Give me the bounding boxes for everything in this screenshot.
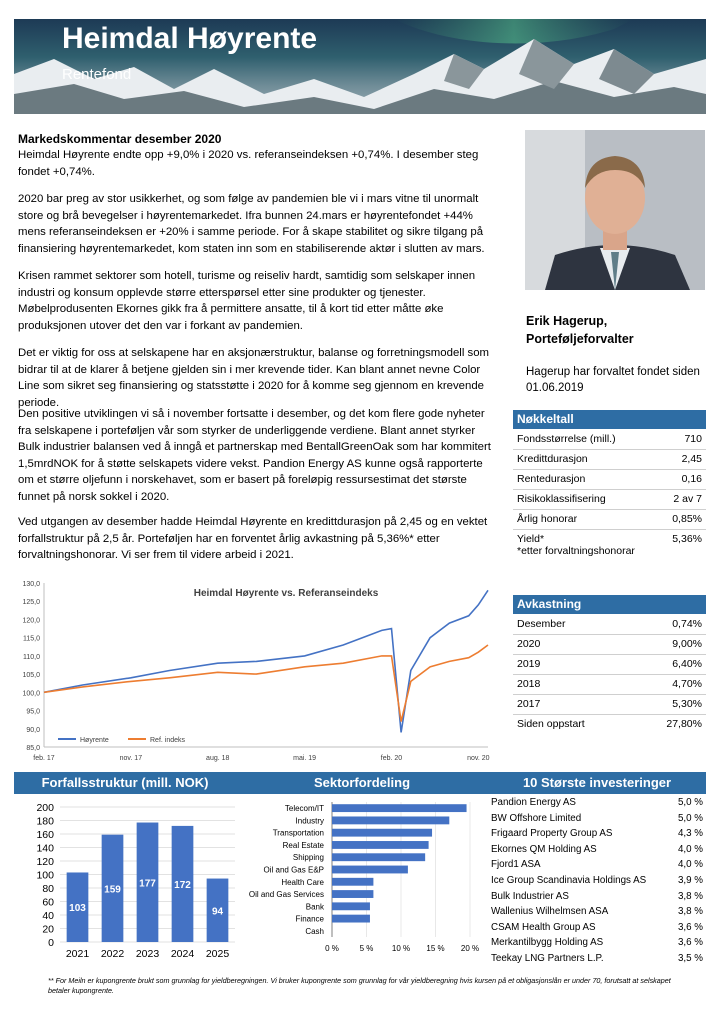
sector-bar [332, 915, 370, 923]
return-value: 27,80% [666, 718, 702, 730]
sector-header: Sektorfordeling [236, 772, 488, 794]
key-figure-label: Årlig honorar [517, 513, 578, 525]
x-tick-label: 20 % [460, 944, 480, 953]
holding-name: Pandion Energy AS [491, 797, 576, 808]
sector-bar [332, 816, 449, 824]
holding-name: BW Offshore Limited [491, 812, 582, 824]
holding-name: CSAM Health Group AS [491, 921, 596, 933]
commentary-paragraph: Den positive utviklingen vi så i november fortsatte i desember, og det kom flere gode nyheter fra selskapene i porteføljen vår som styrker de underliggende verdiene. Blant annet styrker Bulk industrier balansen ved å inngå et partnerskap med BentallGreenOak som har kommitert 1,5mrdNOK for å støtte selskapets videre vekst. Pandion Energy AS kunne også rapporterte om et større oljefunn i norskehavet, som er basert på foreløpig ressursestimat det største funnet på norsk sokkel i 2020. [18, 408, 491, 503]
holding-row [489, 873, 706, 889]
x-tick-label: 2024 [170, 948, 195, 960]
return-value: 9,00% [672, 638, 702, 650]
holding-name: Ekornes QM Holding AS [491, 843, 597, 855]
key-figure-row [513, 469, 706, 490]
key-figure-value: 0,85% [672, 513, 702, 525]
holding-weight: 3,5 % [677, 953, 703, 964]
holding-row [489, 904, 706, 920]
key-figure-label: Kredittdurasjon [517, 453, 588, 465]
sector-bar [332, 890, 373, 898]
x-tick-label: mai. 19 [293, 755, 317, 762]
x-tick-label: 2023 [135, 948, 160, 960]
return-label: 2018 [517, 678, 541, 690]
key-figure-value: 5,36% [672, 533, 702, 545]
commentary-paragraph: Krisen rammet sektorer som hotell, turisme og reiseliv hardt, samtidig som selskaper innen industri og konsum opplevde større etterspørsel etter sine produkter og tjenester. Møbelprodusenten Ekornes gikk fra å permittere ansatte, til å kort tid etter måtte øke produksjonen utover det den var i forkant av pandemien. [18, 270, 476, 332]
x-tick-label: 15 % [426, 944, 445, 953]
manager-role: Porteføljeforvalter [526, 332, 634, 346]
sector-label: Oil and Gas Services [248, 890, 324, 900]
manager-name: Erik Hagerup, [526, 314, 608, 328]
sector-label: Shipping [292, 853, 324, 863]
sector-bar [332, 878, 373, 886]
return-label: 2019 [517, 658, 541, 670]
commentary-heading: Markedskommentar desember 2020 [18, 132, 222, 146]
performance-chart-svg [14, 575, 496, 770]
returns-title: Avkastning [513, 595, 706, 614]
holding-weight: 4,0 % [677, 843, 703, 855]
return-row [513, 654, 706, 675]
yield-footnote: *etter forvaltningshonorar [517, 545, 635, 557]
maturity-bar-chart [30, 797, 240, 967]
bar-value-label: 94 [211, 906, 224, 918]
return-row [513, 674, 706, 695]
key-figure-value: 710 [684, 433, 702, 445]
top10-header: 10 Største investeringer [488, 772, 706, 794]
y-tick-label: 120 [36, 856, 54, 868]
x-tick-label: aug. 18 [206, 755, 230, 762]
x-tick-label: 2025 [205, 948, 230, 960]
sector-bar [332, 841, 429, 849]
holding-weight: 4,3 % [677, 828, 703, 840]
y-tick-label: 160 [36, 829, 54, 841]
holding-name: Wallenius Wilhelmsen ASA [491, 906, 609, 918]
x-tick-label: 10 % [391, 944, 411, 953]
key-figure-row [513, 509, 706, 530]
holding-row [489, 826, 706, 842]
return-label: Desember [517, 618, 566, 630]
holding-row [489, 935, 706, 951]
holding-name: Teekay LNG Partners L.P. [491, 953, 604, 964]
holding-row [489, 857, 706, 873]
footer-note: ** For Meiln er kupongrente brukt som grunnlag for yieldberegningen. Vi bruker kupongrente som grunnlag for vår yieldberegning hvis kursen på et obligasjonslån er under 70, forutsatt at selskapet betaler kupongrente. [48, 976, 671, 995]
key-figures-table [513, 410, 706, 560]
holding-row [489, 920, 706, 936]
fund-title: Heimdal Høyrente [62, 22, 318, 55]
sector-label: Oil and Gas E&P [263, 865, 324, 875]
y-tick-label: 200 [36, 802, 54, 814]
maturity-header: Forfallsstruktur (mill. NOK) [14, 772, 236, 794]
holding-weight: 3,6 % [677, 921, 703, 933]
sector-bar-chart [238, 797, 488, 967]
bar-value-label: 172 [174, 879, 191, 891]
sector-label: Health Care [281, 877, 324, 887]
y-tick-label: 120,0 [22, 617, 40, 625]
key-figure-label: Rentedurasjon [517, 473, 586, 485]
header-banner [14, 19, 706, 114]
key-figure-value: 2,45 [681, 453, 702, 465]
return-value: 5,30% [672, 698, 702, 710]
key-figure-label: Risikoklassifisering [517, 493, 606, 505]
key-figure-row [513, 429, 706, 450]
legend-label: Ref. indeks [150, 737, 186, 744]
sector-label: Transportation [272, 828, 324, 838]
return-row [513, 714, 706, 734]
y-tick-label: 20 [42, 923, 54, 936]
y-tick-label: 130,0 [22, 581, 40, 588]
y-tick-label: 110,0 [23, 653, 40, 661]
x-tick-label: nov. 20 [467, 755, 490, 762]
sector-label: Industry [295, 816, 324, 826]
holding-row [489, 951, 706, 967]
y-tick-label: 60 [42, 896, 54, 909]
return-value: 6,40% [672, 658, 702, 670]
y-tick-label: 0 [48, 937, 54, 949]
holding-name: Ice Group Scandinavia Holdings AS [491, 875, 647, 886]
sector-bar [332, 902, 370, 910]
x-tick-label: feb. 17 [33, 755, 55, 762]
return-row [513, 694, 706, 715]
y-tick-label: 95,0 [26, 708, 40, 716]
holding-weight: 4,0 % [677, 859, 703, 871]
key-figure-value: 2 av 7 [673, 493, 702, 505]
commentary-paragraph: Heimdal Høyrente endte opp +9,0% i 2020 vs. referanseindeksen +0,74%. I desember steg fondet +0,74%. [18, 149, 479, 178]
bar-value-label: 159 [104, 884, 121, 896]
y-tick-label: 90,0 [26, 726, 40, 734]
holding-weight: 5,0 % [677, 797, 703, 808]
series-line-hoyrente [44, 590, 488, 732]
holding-weight: 3,8 % [677, 906, 703, 918]
x-tick-label: 5 % [359, 944, 374, 953]
commentary-paragraph: Ved utgangen av desember hadde Heimdal Høyrente en kredittdurasjon på 2,45 og en vektet forfallstruktur på 2,5 år. Porteføljen har en forventet årlig avkastning på 5,36%* etter forvaltningshonorar. Vi ser frem til videre arbeid i 2021. [18, 516, 488, 561]
x-tick-label: 0 % [325, 944, 339, 953]
sector-bar [332, 866, 408, 874]
holding-name: Merkantilbygg Holding AS [491, 937, 604, 949]
holding-name: Frigaard Property Group AS [491, 828, 613, 840]
sector-chart-svg [238, 797, 488, 967]
manager-photo [525, 130, 705, 290]
return-value: 4,70% [672, 678, 702, 690]
sector-label: Real Estate [282, 840, 324, 850]
holding-row [489, 811, 706, 827]
manager-description: Hagerup har forvaltet fondet siden 01.06.2019 [526, 366, 700, 394]
sector-bar [332, 853, 425, 861]
return-value: 0,74% [672, 618, 702, 630]
holding-weight: 3,9 % [677, 875, 703, 886]
bar-value-label: 103 [69, 903, 86, 915]
holding-name: Bulk Industrier AS [491, 890, 569, 902]
returns-table [513, 595, 706, 735]
sector-bar [332, 804, 467, 812]
performance-line-chart [14, 575, 496, 770]
y-tick-label: 80 [42, 883, 54, 895]
y-tick-label: 140 [36, 842, 54, 855]
y-tick-label: 100 [36, 869, 54, 882]
commentary-paragraph: 2020 bar preg av stor usikkerhet, og som følge av pandemien ble vi i mars vitne til unormalt store og brå bevegelser i høyrentemarkedet. Ifra bunnen 24.mars er høyrentefondet +44% mens referanseindeksen er +20% i samme periode. For å skape stabilitet og sikre tilgang på finansiering høyrentemarkedet, kom staten inn som en stabiliserende aktør i slutten av mars. [18, 193, 485, 255]
x-tick-label: 2022 [100, 948, 125, 960]
holding-name: Fjord1 ASA [491, 859, 541, 871]
sector-label: Cash [305, 926, 324, 936]
sector-bar [332, 829, 432, 837]
y-tick-label: 180 [36, 815, 54, 828]
y-tick-label: 125,0 [22, 599, 40, 607]
chart-title: Heimdal Høyrente vs. Referanseindeks [193, 588, 379, 599]
holding-weight: 3,6 % [677, 937, 703, 949]
return-label: 2017 [517, 698, 541, 710]
return-row [513, 614, 706, 635]
holding-weight: 5,0 % [677, 812, 703, 824]
key-figure-row [513, 449, 706, 470]
holding-row [489, 795, 706, 811]
x-tick-label: feb. 20 [380, 755, 403, 762]
return-label: Siden oppstart [517, 718, 585, 730]
y-tick-label: 40 [42, 910, 54, 922]
key-figures-title: Nøkkeltall [513, 410, 706, 429]
key-figure-label: Fondsstørrelse (mill.) [517, 433, 616, 445]
sector-label: Finance [295, 914, 324, 924]
sector-label: Bank [305, 902, 324, 912]
bar-value-label: 177 [139, 878, 156, 890]
commentary-paragraph: Det er viktig for oss at selskapene har en aksjonærstruktur, balanse og forretningsmodell som bidrar til at de klarer å betjene gjelden sin i mer krevende tider. Kan blant annet nevne Color Line som sikret seg finansiering og statsstøtte i 2020 for å komme seg gjennom en krevende periode. [18, 347, 490, 409]
holding-weight: 3,8 % [677, 890, 703, 902]
sector-label: Telecom/IT [284, 804, 324, 814]
holding-row [489, 889, 706, 905]
y-tick-label: 85,0 [26, 745, 40, 752]
y-tick-label: 105,0 [22, 672, 40, 680]
x-tick-label: 2021 [65, 948, 90, 960]
holding-row [489, 842, 706, 858]
y-tick-label: 100,0 [22, 690, 40, 698]
key-figure-label: Yield* [517, 533, 545, 545]
series-line-ref-indeks [44, 645, 488, 722]
key-figure-row [513, 489, 706, 510]
key-figure-value: 0,16 [681, 473, 702, 485]
fund-subtitle: Rentefond [62, 66, 132, 83]
x-tick-label: nov. 17 [119, 755, 143, 762]
return-row [513, 634, 706, 655]
y-tick-label: 115,0 [23, 635, 40, 643]
legend-label: Høyrente [80, 737, 109, 744]
return-label: 2020 [517, 638, 541, 650]
maturity-chart-svg [30, 797, 240, 967]
